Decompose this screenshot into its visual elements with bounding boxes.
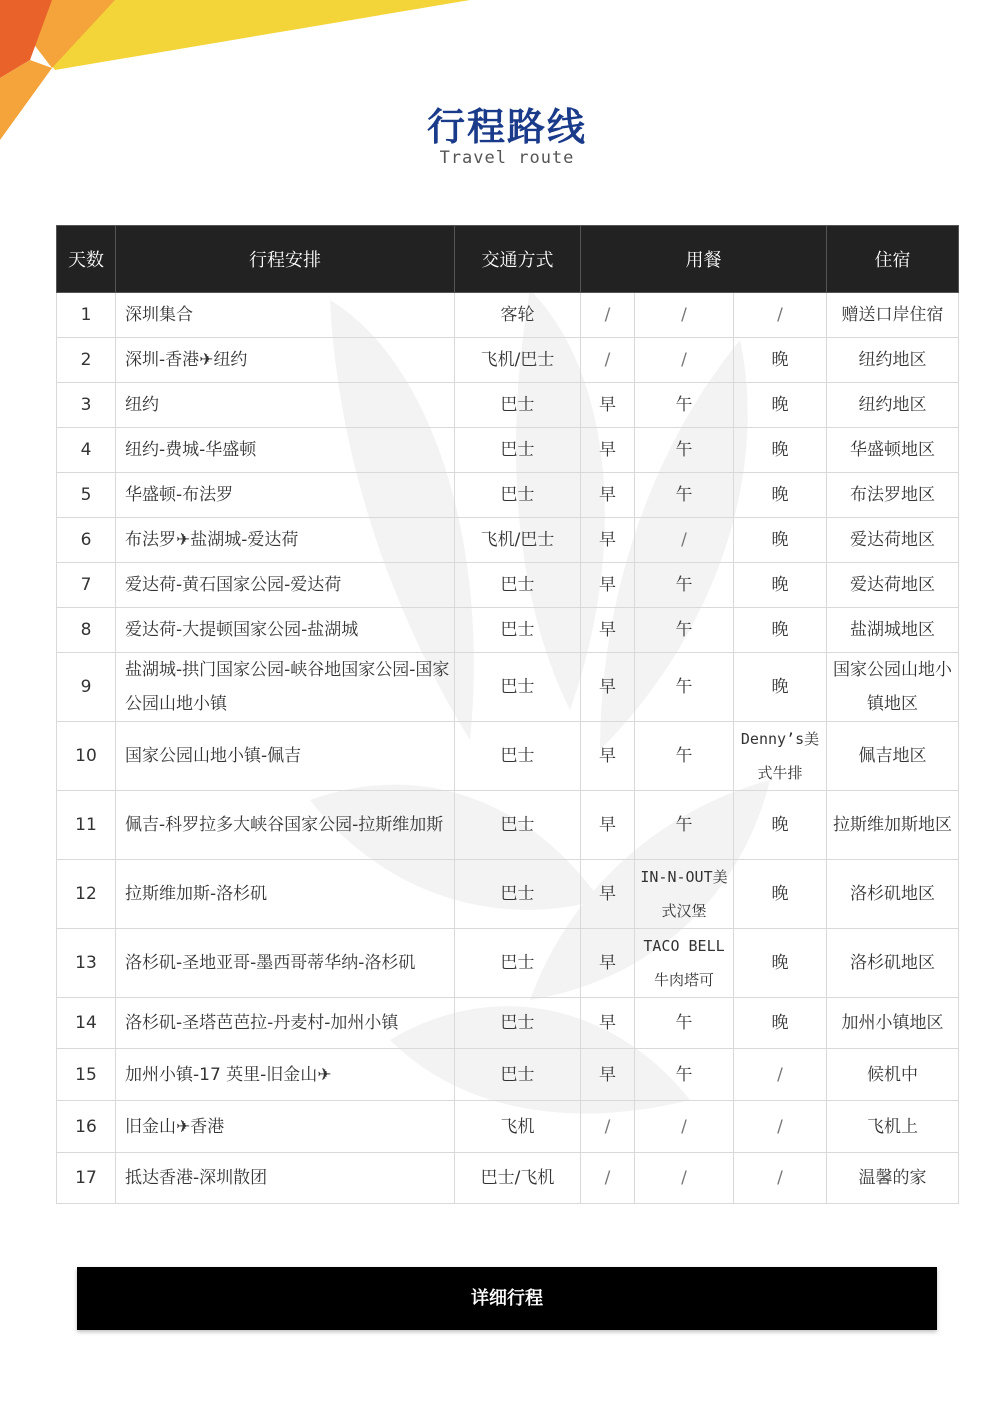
cell-hotel: 盐湖城地区 (827, 608, 959, 653)
cell-dinner: 晚 (734, 338, 827, 383)
cell-breakfast: 早 (581, 653, 635, 722)
cell-breakfast: 早 (581, 1049, 635, 1101)
cell-dinner: 晚 (734, 998, 827, 1049)
cell-plan: 爱达荷-黄石国家公园-爱达荷 (116, 563, 455, 608)
cell-dinner: 晚 (734, 860, 827, 929)
cell-plan: 佩吉-科罗拉多大峡谷国家公园-拉斯维加斯 (116, 791, 455, 860)
cell-breakfast: 早 (581, 929, 635, 998)
cell-day: 2 (57, 338, 116, 383)
cell-hotel: 拉斯维加斯地区 (827, 791, 959, 860)
cell-plan: 深圳集合 (116, 293, 455, 338)
cell-lunch: 午 (635, 473, 734, 518)
table-header-row (57, 226, 959, 293)
cell-plan: 加州小镇-17 英里-旧金山✈ (116, 1049, 455, 1101)
table-row (57, 473, 959, 518)
cell-hotel: 洛杉矶地区 (827, 860, 959, 929)
cell-day: 14 (57, 998, 116, 1049)
table-row (57, 998, 959, 1049)
cell-dinner: 晚 (734, 473, 827, 518)
cell-plan: 抵达香港-深圳散团 (116, 1153, 455, 1204)
cell-dinner: / (734, 1049, 827, 1101)
cell-hotel: 飞机上 (827, 1101, 959, 1153)
cell-transport: 飞机/巴士 (455, 518, 581, 563)
cell-hotel: 加州小镇地区 (827, 998, 959, 1049)
cell-transport: 巴士/飞机 (455, 1153, 581, 1204)
table-row (57, 929, 959, 998)
cell-dinner: / (734, 1153, 827, 1204)
cell-dinner: 晚 (734, 929, 827, 998)
cell-hotel: 洛杉矶地区 (827, 929, 959, 998)
cell-hotel: 赠送口岸住宿 (827, 293, 959, 338)
table-row (57, 860, 959, 929)
cell-lunch: / (635, 293, 734, 338)
cell-plan: 盐湖城-拱门国家公园-峡谷地国家公园-国家公园山地小镇 (116, 653, 455, 722)
cell-day: 8 (57, 608, 116, 653)
cell-breakfast: 早 (581, 608, 635, 653)
cell-hotel: 布法罗地区 (827, 473, 959, 518)
cell-dinner: 晚 (734, 563, 827, 608)
cell-dinner: Denny’s美式牛排 (734, 722, 827, 791)
cell-day: 3 (57, 383, 116, 428)
cell-day: 6 (57, 518, 116, 563)
cell-plan: 纽约-费城-华盛顿 (116, 428, 455, 473)
cell-day: 17 (57, 1153, 116, 1204)
cell-transport: 巴士 (455, 791, 581, 860)
cell-transport: 巴士 (455, 998, 581, 1049)
cell-lunch: IN-N-OUT美式汉堡 (635, 860, 734, 929)
cell-hotel: 爱达荷地区 (827, 563, 959, 608)
cell-lunch: 午 (635, 383, 734, 428)
cell-dinner: / (734, 1101, 827, 1153)
cell-lunch: / (635, 1153, 734, 1204)
cell-dinner: 晚 (734, 608, 827, 653)
cell-transport: 巴士 (455, 860, 581, 929)
cell-day: 9 (57, 653, 116, 722)
cell-lunch: / (635, 518, 734, 563)
col-header-hotel: 住宿 (827, 226, 959, 293)
table-row (57, 722, 959, 791)
cell-transport: 巴士 (455, 608, 581, 653)
cell-breakfast: 早 (581, 860, 635, 929)
cell-lunch: 午 (635, 428, 734, 473)
cell-transport: 巴士 (455, 722, 581, 791)
cell-hotel: 爱达荷地区 (827, 518, 959, 563)
cell-plan: 洛杉矶-圣地亚哥-墨西哥蒂华纳-洛杉矶 (116, 929, 455, 998)
cell-transport: 巴士 (455, 383, 581, 428)
cell-day: 12 (57, 860, 116, 929)
cell-breakfast: / (581, 293, 635, 338)
cell-lunch: 午 (635, 563, 734, 608)
cell-plan: 洛杉矶-圣塔芭芭拉-丹麦村-加州小镇 (116, 998, 455, 1049)
cell-transport: 飞机 (455, 1101, 581, 1153)
cell-day: 16 (57, 1101, 116, 1153)
cell-plan: 爱达荷-大提顿国家公园-盐湖城 (116, 608, 455, 653)
cell-plan: 国家公园山地小镇-佩吉 (116, 722, 455, 791)
cell-transport: 飞机/巴士 (455, 338, 581, 383)
table-row (57, 428, 959, 473)
cell-day: 11 (57, 791, 116, 860)
table-row (57, 293, 959, 338)
cell-lunch: 午 (635, 608, 734, 653)
cell-transport: 巴士 (455, 428, 581, 473)
cell-day: 1 (57, 293, 116, 338)
cell-dinner: 晚 (734, 383, 827, 428)
col-header-meals: 用餐 (581, 226, 827, 293)
cell-hotel: 候机中 (827, 1049, 959, 1101)
cell-day: 4 (57, 428, 116, 473)
detail-itinerary-button[interactable]: 详细行程 (77, 1267, 937, 1330)
cell-breakfast: 早 (581, 428, 635, 473)
cell-day: 15 (57, 1049, 116, 1101)
table-row (57, 1049, 959, 1101)
cell-plan: 深圳-香港✈纽约 (116, 338, 455, 383)
cell-dinner: 晚 (734, 791, 827, 860)
table-row (57, 1101, 959, 1153)
cell-lunch: 午 (635, 791, 734, 860)
cell-breakfast: 早 (581, 722, 635, 791)
table-row (57, 1153, 959, 1204)
cell-lunch: 午 (635, 1049, 734, 1101)
cell-lunch: / (635, 338, 734, 383)
cell-lunch: 午 (635, 653, 734, 722)
page-subtitle: Travel route (439, 148, 575, 168)
cell-breakfast: / (581, 1153, 635, 1204)
cell-dinner: / (734, 293, 827, 338)
cell-dinner: 晚 (734, 653, 827, 722)
cell-breakfast: 早 (581, 791, 635, 860)
cell-breakfast: / (581, 1101, 635, 1153)
cell-breakfast: 早 (581, 563, 635, 608)
cell-plan: 纽约 (116, 383, 455, 428)
cell-plan: 华盛顿-布法罗 (116, 473, 455, 518)
cell-breakfast: 早 (581, 518, 635, 563)
cell-breakfast: / (581, 338, 635, 383)
cell-lunch: 午 (635, 722, 734, 791)
cell-lunch: / (635, 1101, 734, 1153)
cell-plan: 旧金山✈香港 (116, 1101, 455, 1153)
cell-transport: 巴士 (455, 653, 581, 722)
table-row (57, 383, 959, 428)
table-row (57, 791, 959, 860)
table-row (57, 608, 959, 653)
cell-hotel: 佩吉地区 (827, 722, 959, 791)
cell-plan: 拉斯维加斯-洛杉矶 (116, 860, 455, 929)
cell-transport: 客轮 (455, 293, 581, 338)
cell-breakfast: 早 (581, 383, 635, 428)
cell-day: 7 (57, 563, 116, 608)
cell-hotel: 华盛顿地区 (827, 428, 959, 473)
table-row (57, 563, 959, 608)
cell-hotel: 国家公园山地小镇地区 (827, 653, 959, 722)
table-row (57, 653, 959, 722)
table-row (57, 338, 959, 383)
col-header-day: 天数 (57, 226, 116, 293)
itinerary-table (56, 225, 959, 1204)
cell-transport: 巴士 (455, 1049, 581, 1101)
cell-day: 13 (57, 929, 116, 998)
page-title: 行程路线 (426, 105, 587, 149)
cell-hotel: 纽约地区 (827, 338, 959, 383)
cell-hotel: 纽约地区 (827, 383, 959, 428)
cell-plan: 布法罗✈盐湖城-爱达荷 (116, 518, 455, 563)
table-row (57, 518, 959, 563)
cell-day: 10 (57, 722, 116, 791)
col-header-transport: 交通方式 (455, 226, 581, 293)
cell-lunch: 午 (635, 998, 734, 1049)
cell-transport: 巴士 (455, 563, 581, 608)
cell-breakfast: 早 (581, 998, 635, 1049)
cell-dinner: 晚 (734, 518, 827, 563)
table-body (57, 293, 959, 1204)
cell-breakfast: 早 (581, 473, 635, 518)
cell-transport: 巴士 (455, 929, 581, 998)
cell-day: 5 (57, 473, 116, 518)
col-header-plan: 行程安排 (116, 226, 455, 293)
cell-lunch: TACO BELL牛肉塔可 (635, 929, 734, 998)
cell-dinner: 晚 (734, 428, 827, 473)
cell-hotel: 温馨的家 (827, 1153, 959, 1204)
cell-transport: 巴士 (455, 473, 581, 518)
